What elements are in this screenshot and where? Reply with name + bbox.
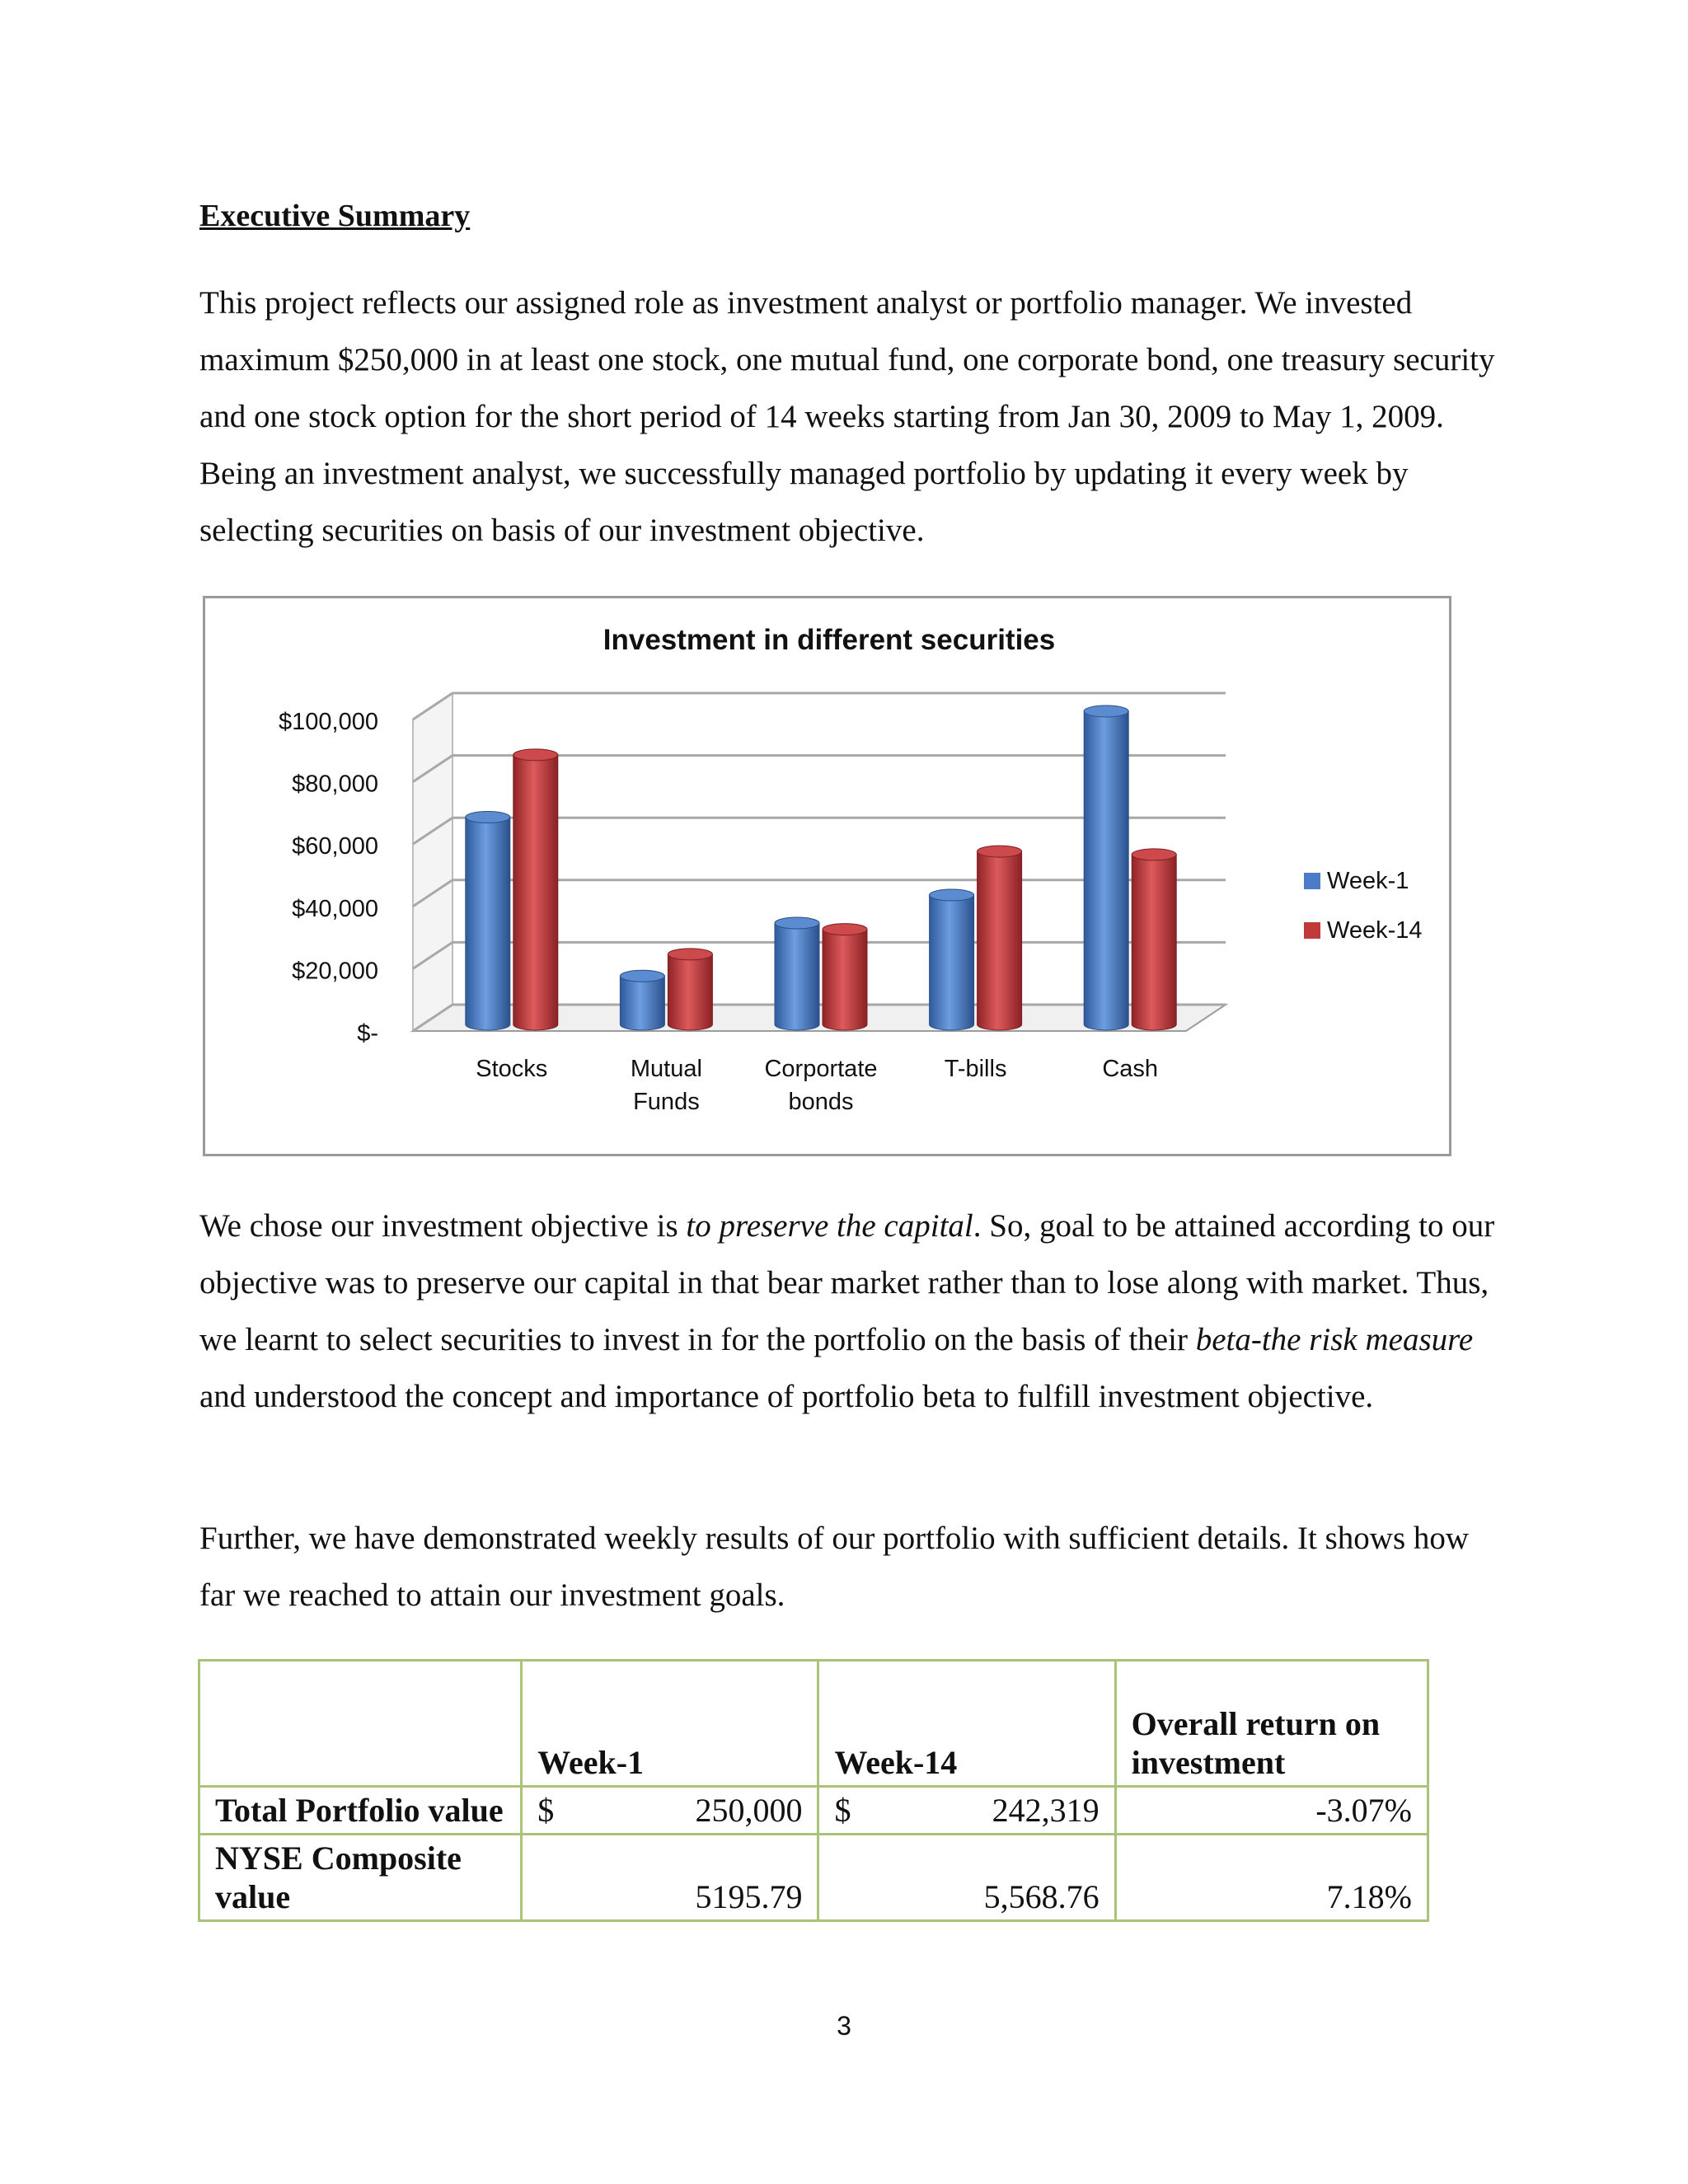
bar-top bbox=[1084, 705, 1128, 717]
objective-paragraph bbox=[199, 1197, 1502, 1425]
objective-text-3: and understood the concept and importance of portfolio beta to fulfill investment objective. bbox=[199, 1379, 1374, 1414]
table-cell: 7.18% bbox=[1115, 1835, 1428, 1921]
table-cell bbox=[522, 1835, 818, 1921]
bar-body bbox=[978, 851, 1022, 1030]
chart-legend bbox=[1304, 868, 1423, 944]
objective-text-2: . So, goal to be attained according to our objective was to preserve our capital in that bear market rather than to lose along with market. Thus, we learnt to select securities to invest in for the portfolio on the basis of their bbox=[199, 1208, 1495, 1357]
bar-week-1 bbox=[620, 970, 664, 1030]
bar-body bbox=[1084, 711, 1128, 1030]
bar-week-14 bbox=[513, 749, 558, 1030]
results-table bbox=[198, 1659, 1429, 1922]
chart-title: Investment in different securities bbox=[603, 624, 1056, 656]
table-header-cell: Week-14 bbox=[818, 1661, 1115, 1787]
bar-body bbox=[513, 755, 558, 1030]
cell-value: 242,319 bbox=[992, 1792, 1100, 1829]
table-cell bbox=[818, 1835, 1115, 1921]
bar-week-1 bbox=[930, 889, 974, 1030]
bar-top bbox=[823, 924, 867, 935]
table-cell: -3.07% bbox=[1115, 1787, 1428, 1835]
bar-week-14 bbox=[1132, 849, 1176, 1030]
cell-value: 5195.79 bbox=[695, 1878, 803, 1915]
bar-body bbox=[620, 976, 664, 1030]
table-header-cell: Week-1 bbox=[522, 1661, 818, 1787]
table-header-cell: Overall return on investment bbox=[1115, 1661, 1428, 1787]
bar-top bbox=[513, 749, 558, 761]
table-row bbox=[199, 1787, 1428, 1835]
objective-emphasis-capital: to preserve the capital bbox=[686, 1208, 973, 1244]
x-category-label: T-bills bbox=[944, 1056, 1007, 1082]
intro-paragraph: This project reflects our assigned role as investment analyst or portfolio manager. We invested maximum $250,000 in at least one stock, one mutual fund, one corporate bond, one treasury security and one stock option for the short period of 14 weeks starting from Jan 30, 2009 to May 1, 2009. Being an investment analyst, we successfully managed portfolio by updating it every week by selecting securities on basis of our investment objective. bbox=[199, 285, 1495, 548]
y-tick-label: $100,000 bbox=[279, 709, 378, 735]
bar-body bbox=[466, 818, 510, 1030]
chart-bars bbox=[466, 705, 1176, 1030]
x-category-label: Mutual bbox=[630, 1056, 702, 1082]
investment-chart bbox=[203, 596, 1451, 1156]
x-category-label: bonds bbox=[788, 1089, 854, 1115]
bar-body bbox=[1132, 855, 1176, 1030]
legend-swatch bbox=[1304, 922, 1320, 939]
bar-top bbox=[775, 917, 819, 929]
y-tick-label: $60,000 bbox=[292, 833, 378, 860]
cell-value: 5,568.76 bbox=[983, 1878, 1100, 1915]
row-label: Total Portfolio value bbox=[199, 1787, 522, 1835]
legend-label: Week-14 bbox=[1327, 917, 1423, 944]
bar-week-14 bbox=[668, 949, 712, 1030]
bar-top bbox=[978, 846, 1022, 857]
x-category-label: Corportate bbox=[764, 1056, 878, 1082]
bar-week-1 bbox=[466, 812, 510, 1030]
bar-body bbox=[668, 954, 712, 1030]
x-category-label: Cash bbox=[1102, 1056, 1159, 1082]
table-cell bbox=[522, 1787, 818, 1835]
bar-top bbox=[620, 970, 664, 982]
bar-top bbox=[1132, 849, 1176, 860]
row-label: NYSE Composite value bbox=[199, 1835, 522, 1921]
objective-text-1: We chose our investment objective is bbox=[199, 1208, 687, 1244]
bar-body bbox=[775, 923, 819, 1030]
bar-body bbox=[930, 895, 974, 1030]
currency-symbol: $ bbox=[834, 1792, 851, 1829]
table-header-cell bbox=[199, 1661, 522, 1787]
x-category-label: Funds bbox=[633, 1089, 700, 1115]
legend-swatch bbox=[1304, 873, 1320, 889]
y-tick-label: $20,000 bbox=[292, 958, 378, 985]
y-tick-label: $40,000 bbox=[292, 895, 378, 922]
y-tick-label: $80,000 bbox=[292, 771, 378, 798]
bar-top bbox=[466, 812, 510, 823]
currency-symbol: $ bbox=[537, 1792, 555, 1829]
page-number: 3 bbox=[837, 2011, 851, 2041]
objective-emphasis-beta: beta-the risk measure bbox=[1195, 1322, 1474, 1357]
y-tick-label: $- bbox=[357, 1020, 378, 1047]
bar-week-14 bbox=[978, 846, 1022, 1030]
table-header-row bbox=[199, 1661, 1428, 1787]
chart-y-axis bbox=[279, 709, 378, 1047]
legend-label: Week-1 bbox=[1327, 868, 1409, 894]
chart-x-axis bbox=[476, 1056, 1158, 1115]
bar-week-1 bbox=[1084, 705, 1128, 1030]
table-cell bbox=[818, 1787, 1115, 1835]
bar-top bbox=[930, 889, 974, 901]
chart-canvas bbox=[205, 598, 1449, 1154]
chart-side-wall bbox=[413, 693, 452, 1031]
bar-top bbox=[668, 949, 712, 960]
table-row bbox=[199, 1835, 1428, 1921]
bar-body bbox=[823, 930, 867, 1030]
results-paragraph: Further, we have demonstrated weekly results of our portfolio with sufficient details. It shows how far we reached to attain our investment goals. bbox=[199, 1521, 1470, 1613]
x-category-label: Stocks bbox=[476, 1056, 548, 1082]
executive-summary-heading: Executive Summary bbox=[199, 199, 471, 233]
cell-value: 250,000 bbox=[695, 1792, 803, 1829]
bar-week-14 bbox=[823, 924, 867, 1030]
bar-week-1 bbox=[775, 917, 819, 1030]
